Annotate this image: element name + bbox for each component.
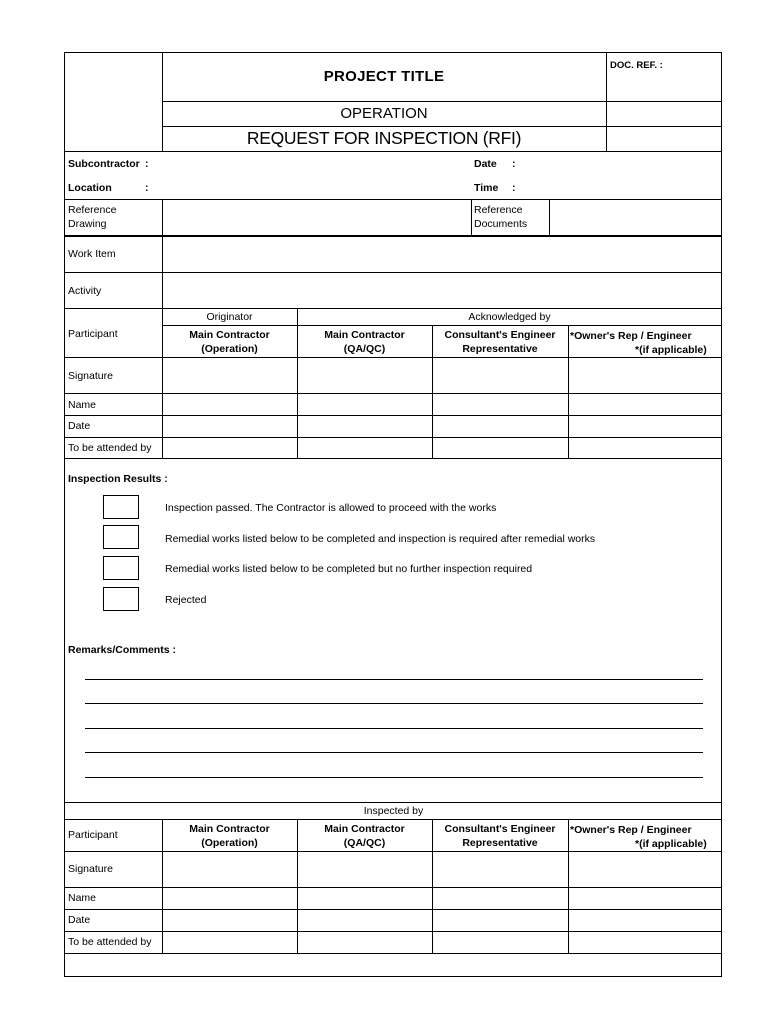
inspected-by-label: Inspected by: [363, 805, 424, 817]
subcontractor-label: Subcontractor: [68, 158, 140, 170]
remarks-line-4[interactable]: [85, 752, 703, 753]
pb-col-divider-4: [568, 819, 569, 953]
inspection-option-2: Remedial works listed below to be completed and inspection is required after remedial works: [165, 533, 596, 545]
pb-line-1: [65, 851, 722, 852]
pt-col4-line1: *Owner's Rep / Engineer: [570, 330, 692, 342]
work-item-label: Work Item: [68, 248, 116, 260]
remarks-heading: Remarks/Comments :: [68, 644, 176, 656]
remarks-line-5[interactable]: [85, 777, 703, 778]
pb-col1-line1: Main Contractor: [189, 823, 270, 835]
pb-col3-line1: Consultant's Engineer: [444, 823, 556, 835]
header-bottom-line: [65, 151, 722, 152]
pb-col1-line2: (Operation): [201, 837, 258, 849]
reference-bottom-line: [65, 235, 722, 237]
pt-line-4: [65, 437, 722, 438]
pb-line-4: [65, 931, 722, 932]
pt-col1-line2: (Operation): [201, 343, 258, 355]
header-divider-1: [162, 101, 722, 102]
remarks-line-2[interactable]: [85, 703, 703, 704]
inspection-results-heading: Inspection Results :: [68, 473, 168, 485]
remarks-line-1[interactable]: [85, 679, 703, 680]
ref-divider-3: [549, 199, 550, 235]
remedial-no-reinspect-checkbox[interactable]: [103, 556, 139, 580]
remarks-line-3[interactable]: [85, 728, 703, 729]
reference-drawing-label-1: Reference: [68, 204, 117, 216]
acknowledged-label: Acknowledged by: [468, 311, 551, 323]
pt-col2-line2: (QA/QC): [343, 343, 386, 355]
pb-col4-line1: *Owner's Rep / Engineer: [570, 824, 692, 836]
pt-attended-label: To be attended by: [68, 442, 152, 454]
pb-col3-line2: Representative: [462, 837, 538, 849]
header-divider-2: [162, 126, 722, 127]
pt-line-2: [65, 393, 722, 394]
ref-divider-1: [162, 199, 163, 235]
location-label: Location: [68, 182, 112, 194]
pb-col2-line2: (QA/QC): [343, 837, 386, 849]
inspection-passed-checkbox[interactable]: [103, 495, 139, 519]
pb-header-line: [65, 819, 722, 820]
subcontractor-colon: :: [145, 158, 149, 170]
pb-date-label: Date: [68, 914, 91, 926]
inspection-option-4: Rejected: [165, 594, 207, 606]
pt-date-label: Date: [68, 420, 91, 432]
pt-line-3: [65, 415, 722, 416]
reference-documents-label-2: Documents: [474, 218, 528, 230]
remarks-bottom-line: [65, 802, 722, 803]
header-right-divider: [606, 53, 607, 151]
activity-label: Activity: [68, 285, 102, 297]
info-bottom-line: [65, 199, 722, 200]
pt-col3-line2: Representative: [462, 343, 538, 355]
operation-label: OPERATION: [340, 105, 428, 122]
pt-col3-line1: Consultant's Engineer: [444, 329, 556, 341]
form-title: REQUEST FOR INSPECTION (RFI): [246, 128, 522, 148]
date-colon: :: [512, 158, 516, 170]
pt-line-1: [65, 357, 722, 358]
pt-name-label: Name: [68, 399, 97, 411]
pb-col2-line1: Main Contractor: [324, 823, 405, 835]
participant-label: Participant: [68, 328, 118, 340]
pb-line-2: [65, 887, 722, 888]
time-colon: :: [512, 182, 516, 194]
work-item-line: [65, 272, 722, 273]
pt-signature-label: Signature: [68, 370, 113, 382]
pb-name-label: Name: [68, 892, 97, 904]
time-label: Time: [474, 182, 499, 194]
pb-bottom-line: [65, 953, 722, 954]
reference-documents-label-1: Reference: [474, 204, 523, 216]
pt-col4-line2: *(if applicable): [635, 344, 707, 356]
pt-subheader-line: [162, 325, 722, 326]
rejected-checkbox[interactable]: [103, 587, 139, 611]
rfi-form: [64, 52, 722, 977]
activity-line: [65, 308, 722, 309]
project-title: PROJECT TITLE: [323, 68, 445, 85]
pb-participant-label: Participant: [68, 829, 118, 841]
inspection-option-1: Inspection passed. The Contractor is allowed to proceed with the works: [165, 502, 497, 514]
pt-col2-line1: Main Contractor: [324, 329, 405, 341]
doc-ref-label: DOC. REF. :: [610, 60, 663, 71]
originator-label: Originator: [206, 311, 253, 323]
pb-attended-label: To be attended by: [68, 936, 152, 948]
location-colon: :: [145, 182, 149, 194]
pb-signature-label: Signature: [68, 863, 113, 875]
pb-col4-line2: *(if applicable): [635, 838, 707, 850]
pb-line-3: [65, 909, 722, 910]
ref-divider-2: [471, 199, 472, 235]
pt-col-divider-4: [568, 325, 569, 458]
date-label: Date: [474, 158, 497, 170]
remedial-reinspect-checkbox[interactable]: [103, 525, 139, 549]
inspection-option-3: Remedial works listed below to be completed but no further inspection required: [165, 563, 533, 575]
pt-bottom-line: [65, 458, 722, 459]
pt-col1-line1: Main Contractor: [189, 329, 270, 341]
reference-drawing-label-2: Drawing: [68, 218, 107, 230]
